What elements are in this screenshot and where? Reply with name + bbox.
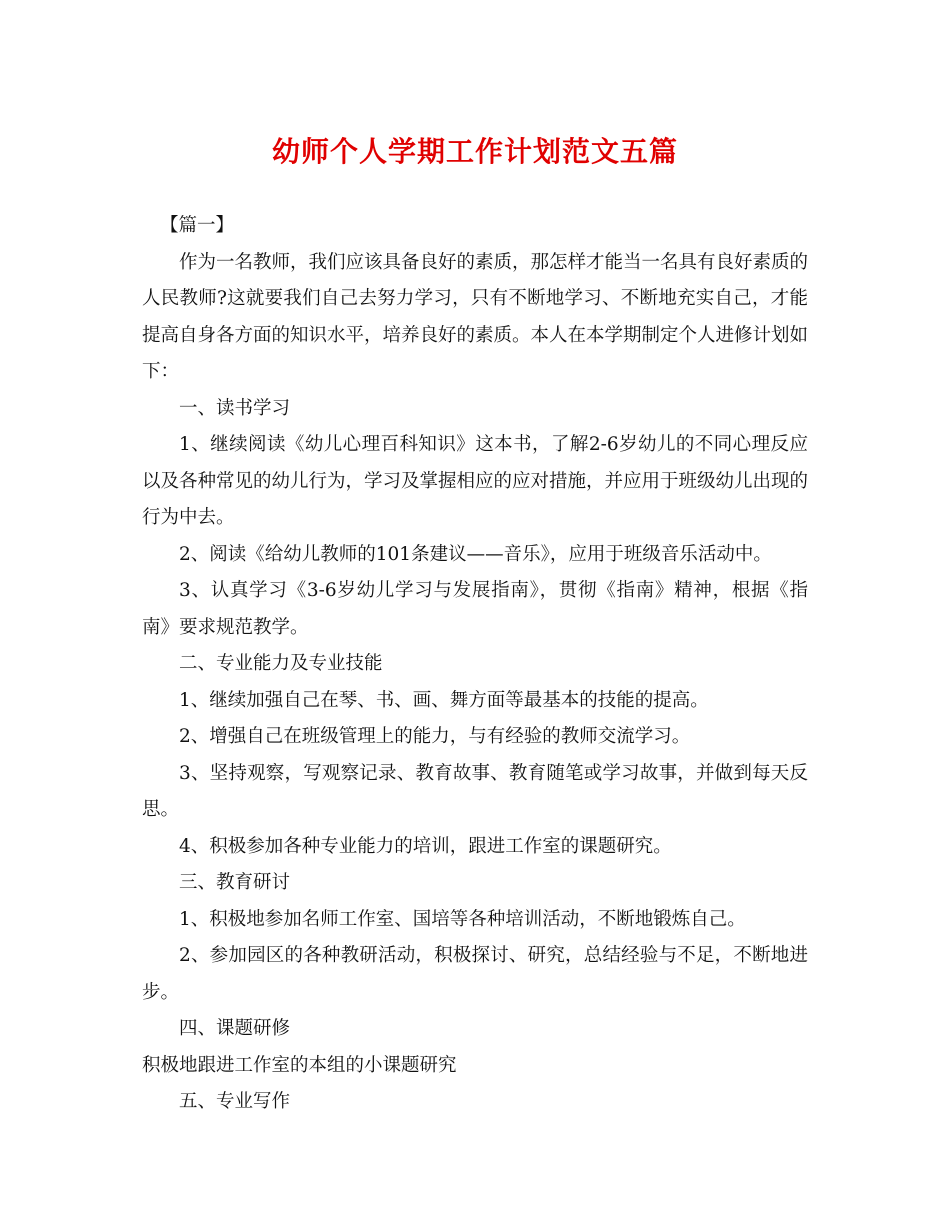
section-heading-project: 四、课题研修 — [179, 1018, 291, 1039]
skills-item-2: 2、增强自己在班级管理上的能力，与有经验的教师交流学习。 — [179, 726, 691, 747]
intro-paragraph: 作为一名教师，我们应该具备良好的素质，那怎样才能当一名具有良好素质的人民教师?这就要我们自己去努力学习，只有不断地学习、不断地充实自己，才能提高自身各方面的知识水平，培养良好的素质。本人在本学期制定个人进修计划如下： — [142, 251, 809, 382]
document-title: 幼师个人学期工作计划范文五篇 — [271, 135, 678, 168]
reading-item-3: 3、认真学习《3-6岁幼儿学习与发展指南》，贯彻《指南》精神，根据《指南》要求规范教学。 — [142, 580, 808, 638]
skills-item-1: 1、继续加强自己在琴、书、画、舞方面等最基本的技能的提高。 — [179, 689, 709, 711]
reading-item-1: 1、继续阅读《幼儿心理百科知识》这本书，了解2-6岁幼儿的不同心理反应以及各种常见的幼儿行为，学习及掌握相应的应对措施，并应用于班级幼儿出现的行为中去。 — [142, 434, 809, 528]
section-heading-reading: 一、读书学习 — [179, 397, 291, 419]
skills-item-3: 3、坚持观察，写观察记录、教育故事、教育随笔或学习故事，并做到每天反思。 — [142, 762, 808, 820]
section-marker-1: 【篇一】 — [160, 215, 235, 236]
project-item: 积极地跟进工作室的本组的小课题研究 — [142, 1054, 457, 1076]
reading-item-2: 2、阅读《给幼儿教师的101条建议——音乐》，应用于班级音乐活动中。 — [179, 543, 772, 565]
section-heading-writing: 五、专业写作 — [179, 1091, 291, 1112]
research-item-1: 1、积极地参加名师工作室、国培等各种培训活动，不断地锻炼自己。 — [179, 908, 746, 930]
section-heading-research: 三、教育研讨 — [179, 872, 291, 893]
research-item-2: 2、参加园区的各种教研活动，积极探讨、研究，总结经验与不足，不断地进步。 — [142, 945, 808, 1003]
section-heading-skills: 二、专业能力及专业技能 — [179, 653, 383, 674]
document-body — [142, 208, 808, 1121]
skills-item-4: 4、积极参加各种专业能力的培训，跟进工作室的课题研究。 — [179, 835, 672, 857]
